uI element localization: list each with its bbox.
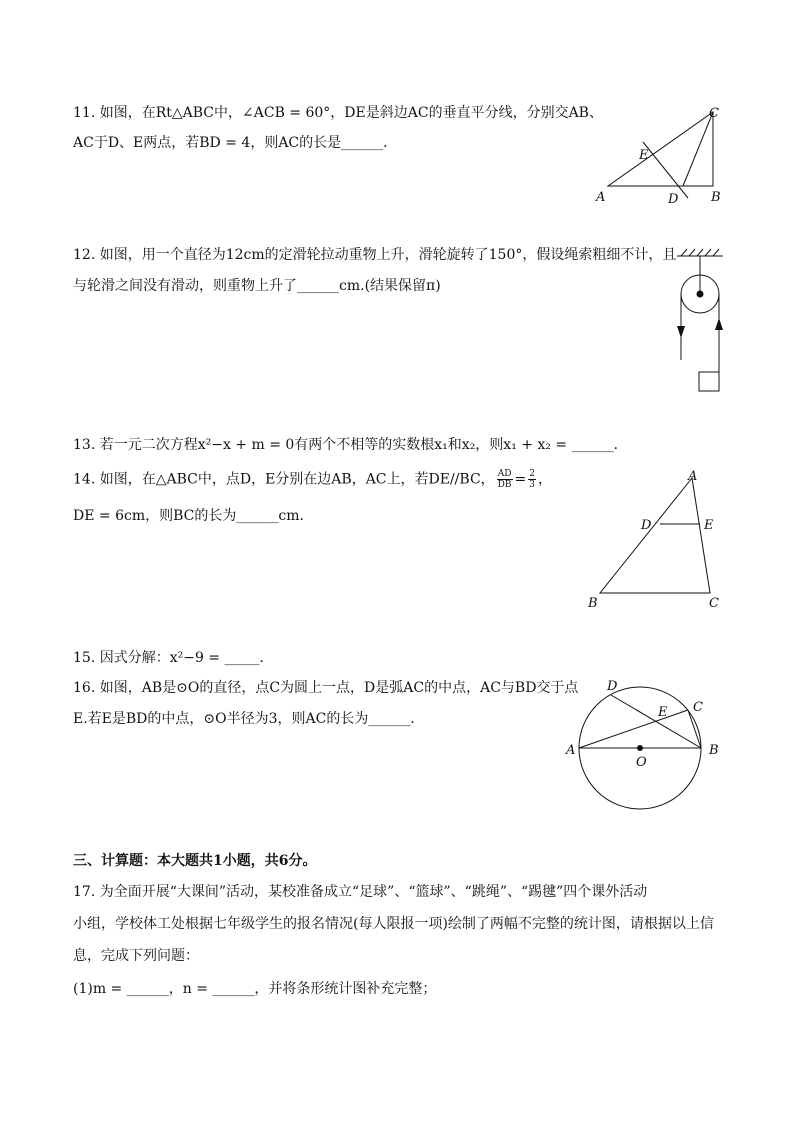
label-o: O [636,755,647,770]
fraction-2-3: $\frac{2}{3}$ [529,469,535,490]
arrow-up [715,318,723,330]
q16-line-1: 16. 如图，AB是⊙O的直径，点C为圆上一点，D是弧AC的中点，AC与BD交于点 [73,680,579,696]
fraction-ad-db: $\frac{AD}{DB}$ [497,469,512,490]
q11-line-2: AC于D、E两点，若BD = 4，则AC的长是______． [73,135,398,151]
label-e: E [639,148,649,163]
label-a: A [688,469,698,484]
label-c: C [709,106,719,121]
label-d: D [641,518,652,533]
q17-line-3: 息，完成下列问题： [73,948,199,964]
label-d: D [668,192,679,207]
chord-bd [611,695,701,748]
q11-figure [590,100,730,210]
arrow-down [677,326,685,338]
section-3-heading: 三、计算题：本大题共1小题，共6分。 [73,853,317,869]
q12-pulley-figure [665,240,735,395]
weight-block [699,372,719,391]
label-b: B [711,190,721,205]
label-d: D [607,679,618,694]
q17-line-1: 17. 为全面开展“大课间”活动，某校准备成立“足球”、“篮球”、“跳绳”、“踢毽”四个课外活动 [73,884,648,900]
center-point [637,745,643,751]
label-b: B [709,743,719,758]
q14-text-a: 14. 如图，在△ABC中，点D，E分别在边AB，AC上，若DE//BC， [73,471,495,488]
q17-line-2: 小组，学校体工处根据七年级学生的报名情况(每人限报一项)绘制了两幅不完整的统计图，请根据以上信 [73,916,714,932]
q14-figure [585,465,735,615]
label-a: A [566,743,576,758]
chord-ac [579,710,688,748]
label-e: E [658,705,668,720]
equals-sign: = [514,471,527,488]
label-c: C [693,700,703,715]
label-a: A [596,190,606,205]
q15-line: 15. 因式分解：x²−9 = _____． [73,650,274,666]
chord-bc [688,710,701,748]
triangle-abc [600,478,710,593]
q14-line-1 [73,469,552,490]
q14-text-b: ， [537,471,552,488]
triangle-abc [608,112,713,186]
q14-line-2: DE = 6cm，则BC的长为______cm． [73,508,314,524]
q16-circle-figure [560,670,730,820]
q12-line-2: 与轮滑之间没有滑动，则重物上升了______cm.(结果保留π) [73,278,441,294]
label-b: B [588,596,598,611]
label-e: E [704,518,714,533]
perpendicular-bisector-de [643,142,688,198]
q11-line-1: 11. 如图，在Rt△ABC中，∠ACB = 60°，DE是斜边AC的垂直平分线，分别交AB、 [73,105,603,121]
q12-line-1: 12. 如图，用一个直径为12cm的定滑轮拉动重物上升，滑轮旋转了150°，假设绳索粗细不计，且 [73,247,677,263]
label-c: C [709,596,719,611]
q13-line: 13. 若一元二次方程x²−x + m = 0有两个不相等的实数根x₁和x₂，则x₁ + x₂ = ______． [73,437,628,453]
q16-line-2: E.若E是BD的中点，⊙O半径为3，则AC的长为______． [73,711,425,727]
q17-line-4: (1)m = ______，n = ______，并将条形统计图补充完整； [73,981,437,997]
